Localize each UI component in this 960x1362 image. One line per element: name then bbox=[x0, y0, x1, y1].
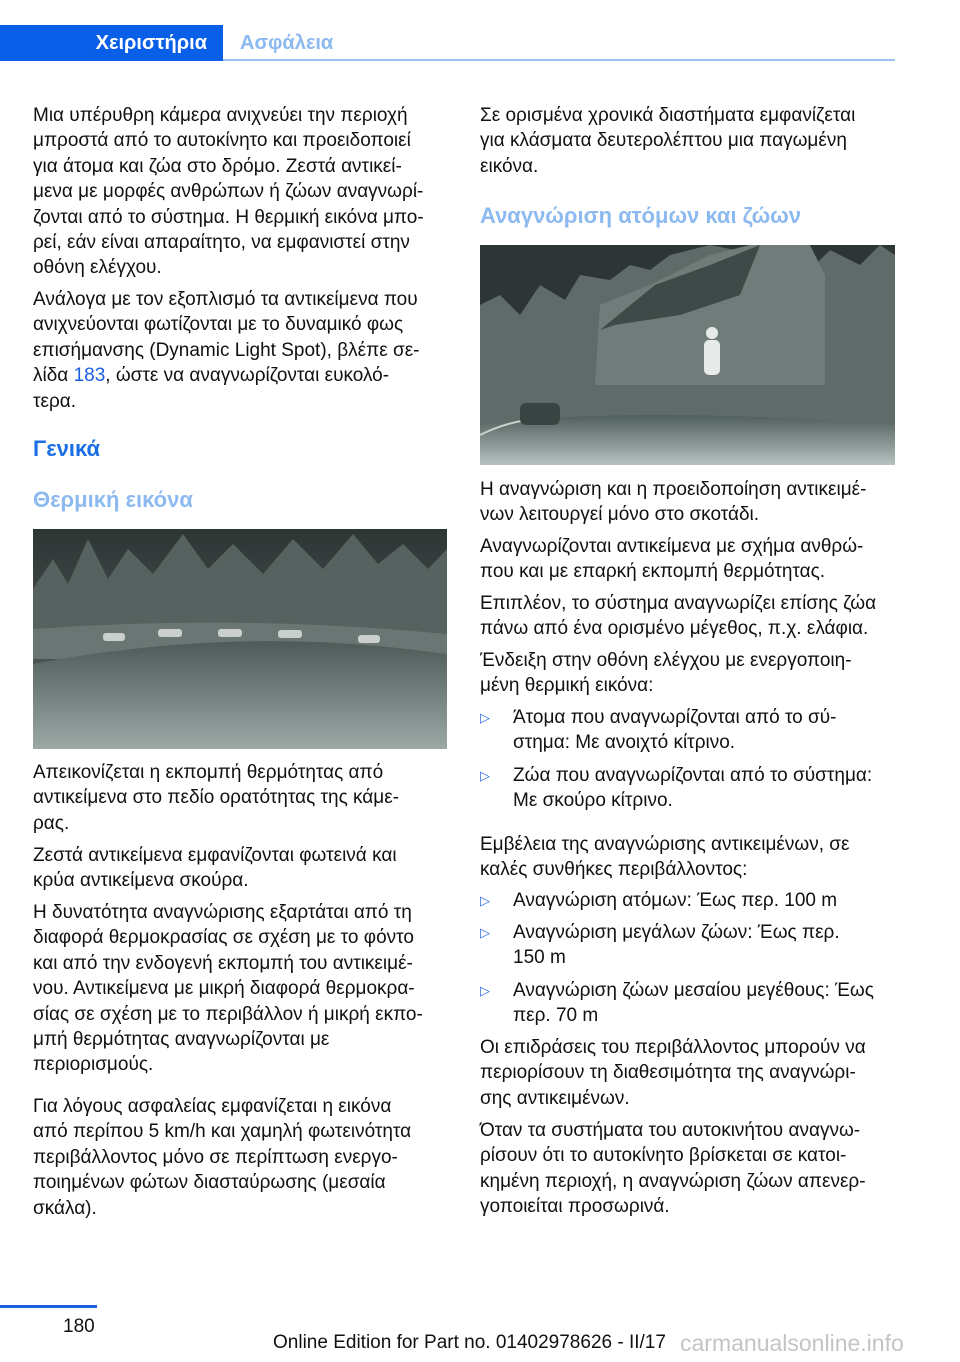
text-line: Επιπλέον, το σύστημα αναγνωρίζει επίσης ζώα bbox=[480, 593, 877, 614]
bullet-triangle-icon: ▷ bbox=[480, 925, 490, 940]
text-line: Με σκούρο κίτρινο. bbox=[513, 790, 673, 812]
text-line: Αναγνώριση ζώων μεσαίου μεγέθους: Έως bbox=[513, 980, 874, 1001]
text-line: Οι επιδράσεις του περιβάλλοντος μπορούν να bbox=[480, 1037, 866, 1058]
text-line: οθόνη ελέγχου. bbox=[33, 257, 162, 279]
text-line: περιορίσουν τη διαθεσιμότητα της αναγνώρι- bbox=[480, 1062, 856, 1084]
subsection-heading-recognition: Αναγνώριση ατόμων και ζώων bbox=[480, 203, 801, 228]
paragraph bbox=[33, 843, 397, 894]
text-line: Ζεστά αντικείμενα εμφανίζονται φωτεινά και bbox=[33, 845, 397, 866]
text-line: κρύα αντικείμενα σκούρα. bbox=[33, 870, 249, 892]
text-line: διαφορά θερμοκρασίας σε σχέση με το φόντο bbox=[33, 927, 414, 949]
text-line: για άτομα και ζώα στο δρόμο. Ζεστά αντικεί- bbox=[33, 155, 402, 177]
paragraph bbox=[33, 103, 424, 281]
tab-controls[interactable]: Χειριστήρια bbox=[0, 25, 223, 61]
paragraph bbox=[480, 534, 863, 585]
paragraph bbox=[480, 591, 876, 642]
paragraph bbox=[480, 103, 855, 179]
bullet-triangle-icon: ▷ bbox=[480, 893, 490, 908]
section-heading-general: Γενικά bbox=[33, 436, 101, 461]
text-line: Αναγνώριση μεγάλων ζώων: Έως περ. bbox=[513, 922, 840, 943]
text-line: μένη θερμική εικόνα: bbox=[480, 675, 654, 697]
text-line: καλές συνθήκες περιβάλλοντος: bbox=[480, 859, 748, 881]
text-line: Για λόγους ασφαλείας εμφανίζεται η εικόνα bbox=[33, 1096, 392, 1117]
text-line: για κλάσματα δευτερολέπτου μια παγωμένη bbox=[480, 130, 847, 152]
text-line: εικόνα. bbox=[480, 155, 539, 177]
text-line: που και με επαρκή εκπομπή θερμότητας. bbox=[480, 561, 826, 583]
person-shape bbox=[704, 327, 720, 375]
text-line: Η αναγνώριση και η προειδοποίηση αντικειμέ- bbox=[480, 479, 867, 500]
text-line: Εμβέλεια της αναγνώρισης αντικειμένων, σε bbox=[480, 834, 850, 855]
text-line: ζονται από το σύστημα. Η θερμική εικόνα μπο- bbox=[33, 206, 424, 228]
edition-text: Online Edition for Part no. 01402978626 - II/17 bbox=[273, 1332, 666, 1353]
paragraph bbox=[480, 832, 849, 883]
bullet-triangle-icon: ▷ bbox=[480, 768, 490, 783]
text-line: κημένη περιοχή, η αναγνώριση ζώων απενερ- bbox=[480, 1170, 866, 1192]
text-line: γοποιείται προσωρινά. bbox=[480, 1196, 670, 1218]
text-line: Αναγνωρίζονται αντικείμενα με σχήμα ανθρώ- bbox=[480, 536, 864, 557]
paragraph bbox=[33, 760, 399, 836]
paragraph bbox=[480, 477, 866, 528]
text-line: Μια υπέρυθρη κάμερα ανιχνεύει την περιοχή bbox=[33, 105, 408, 126]
text-line: τερα. bbox=[33, 390, 77, 412]
text: λίδα bbox=[33, 365, 74, 387]
text-line: ρίσουν ότι το αυτοκίνητο βρίσκεται σε κατοι- bbox=[480, 1145, 847, 1167]
text-line: Η δυνατότητα αναγνώρισης εξαρτάται από τη bbox=[33, 902, 412, 923]
text-line: περ. 70 m bbox=[513, 1005, 599, 1027]
bullet-triangle-icon: ▷ bbox=[480, 710, 490, 725]
header-divider bbox=[223, 59, 895, 61]
text-line: και από την ενδογενή εκπομπή του αντικειμέ- bbox=[33, 952, 413, 974]
text-line: αντικείμενα στο πεδίο ορατότητας της κάμε- bbox=[33, 787, 400, 809]
text-line: νου. Αντικείμενα με μικρή διαφορά θερμοκρα- bbox=[33, 978, 415, 1000]
text-line: από περίπου 5 km/h και χαμηλή φωτεινότητα bbox=[33, 1121, 412, 1143]
text-line: Ζώα που αναγνωρίζονται από το σύστημα: bbox=[513, 765, 873, 786]
text-line: ανιχνεύονται φωτίζονται με το δυναμικό φως bbox=[33, 314, 404, 336]
text-line: 150 m bbox=[513, 947, 566, 969]
text-line: νων λειτουργεί μόνο στο σκοτάδι. bbox=[480, 504, 760, 526]
subsection-heading-thermal-image: Θερμική εικόνα bbox=[33, 487, 193, 512]
page-number: 180 bbox=[63, 1316, 95, 1337]
text-line: επισήμανσης (Dynamic Light Spot), βλέπε σε- bbox=[33, 339, 420, 361]
text-line: σκάλα). bbox=[33, 1197, 97, 1219]
car-shape bbox=[520, 403, 560, 425]
paragraph bbox=[33, 287, 420, 414]
thermal-image-animals-figure bbox=[33, 529, 447, 749]
text-line: Απεικονίζεται η εκπομπή θερμότητας από bbox=[33, 762, 384, 783]
bullet-triangle-icon: ▷ bbox=[480, 983, 490, 998]
footer-accent-line bbox=[0, 1305, 97, 1308]
thermal-image-person-figure bbox=[480, 245, 895, 465]
text-line: περιορισμούς. bbox=[33, 1054, 154, 1076]
paragraph bbox=[480, 648, 852, 699]
tab-safety[interactable]: Ασφάλεια bbox=[240, 32, 334, 54]
text-line: ρας. bbox=[33, 812, 70, 834]
text-line: σης αντικειμένων. bbox=[480, 1087, 630, 1109]
text-line: ρεί, εάν είναι απαραίτητο, να εμφανιστεί στην bbox=[33, 232, 410, 254]
text: , ώστε να αναγνωρίζονται ευκολό- bbox=[105, 365, 390, 387]
text-line: Ένδειξη στην οθόνη ελέγχου με ενεργοποιη- bbox=[480, 650, 852, 671]
paragraph bbox=[480, 1118, 866, 1220]
text-line: Αναγνώριση ατόμων: Έως περ. 100 m bbox=[513, 890, 838, 911]
watermark: carmanualsonline.info bbox=[680, 1330, 904, 1356]
text-line: ποιημένων φώτων διασταύρωσης (μεσαία bbox=[33, 1172, 386, 1194]
paragraph bbox=[33, 1094, 411, 1221]
text-line: στημα: Με ανοιχτό κίτρινο. bbox=[513, 732, 736, 754]
paragraph bbox=[480, 1035, 866, 1111]
text-line: μπροστά από το αυτοκίνητο και προειδοποιεί bbox=[33, 130, 411, 152]
text-line: πάνω από ένα ορισμένο μέγεθος, π.χ. ελάφια. bbox=[480, 618, 869, 640]
text-line: Όταν τα συστήματα του αυτοκινήτου αναγνω- bbox=[480, 1120, 861, 1141]
text-line: Ανάλογα με τον εξοπλισμό τα αντικείμενα που bbox=[33, 289, 418, 310]
paragraph bbox=[33, 900, 423, 1078]
page-link-183[interactable]: 183 bbox=[73, 365, 106, 387]
text-line: σίας σε σχέση με το περιβάλλον ή μικρή εκπο- bbox=[33, 1003, 423, 1025]
text-line: Άτομα που αναγνωρίζονται από το σύ- bbox=[513, 707, 837, 728]
text-line: μενα με μορφές ανθρώπων ή ζώων αναγνωρί- bbox=[33, 181, 424, 203]
text-line: περιβάλλοντος μόνο σε περίπτωση ενεργο- bbox=[33, 1146, 398, 1168]
text-line: μπή θερμότητας αναγνωρίζονται με bbox=[33, 1029, 330, 1051]
text-line: Σε ορισμένα χρονικά διαστήματα εμφανίζεται bbox=[480, 105, 856, 126]
